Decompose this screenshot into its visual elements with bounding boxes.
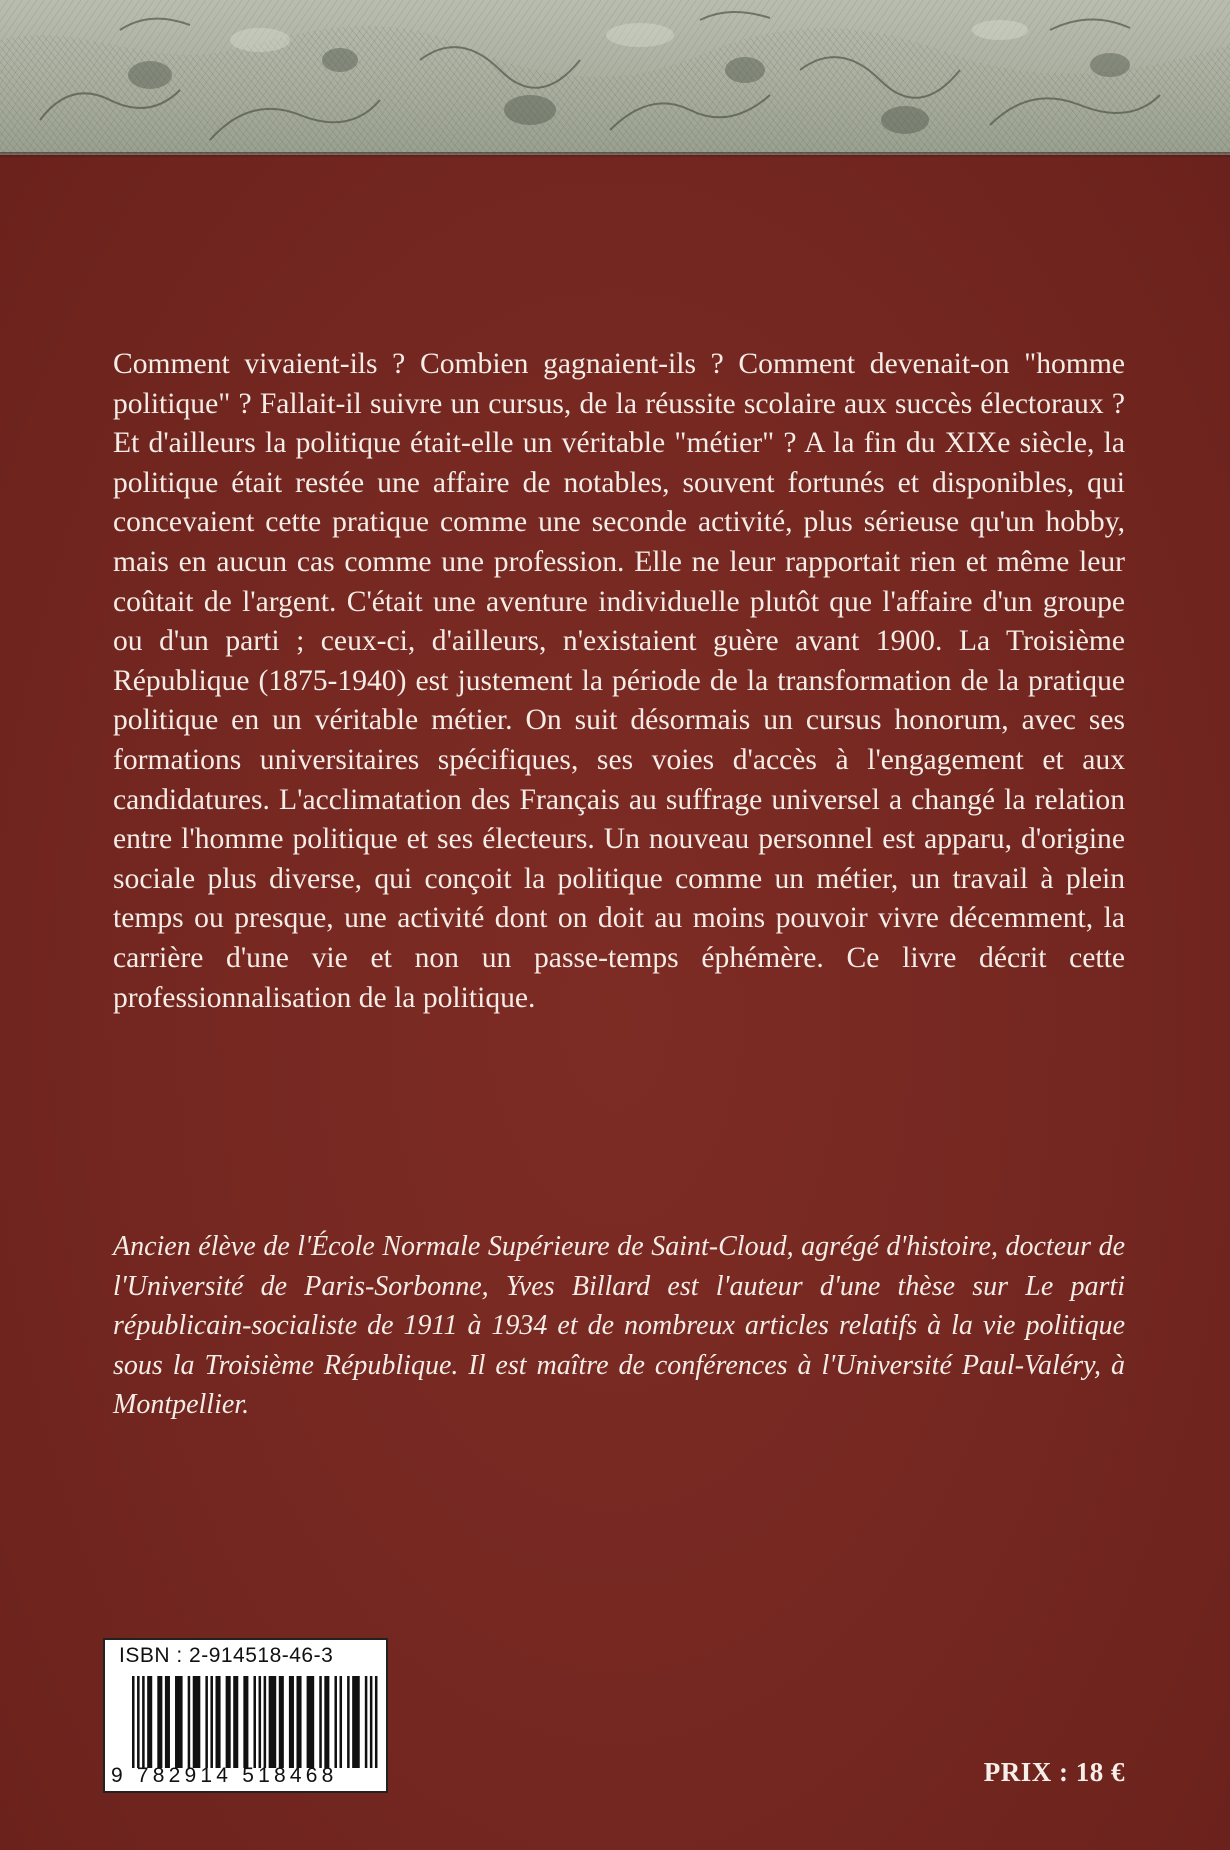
barcode-bars <box>131 1676 381 1768</box>
barcode-bar <box>289 1676 294 1768</box>
author-biography: Ancien élève de l'École Normale Supérieure de Saint-Cloud, agrégé d'histoire, docteur de l'Université de Paris-Sorbonne, Yves Billard est l'auteur d'une thèse sur Le parti républicain-socialiste de 1911 à 1934 et de nombreux articles relatifs à la vie politique sous la Troisième République. Il est maître de conférences à l'Université Paul-Valéry, à Montpellier. <box>113 1231 1125 1420</box>
barcode-bar <box>319 1676 322 1768</box>
barcode-bar <box>370 1676 373 1768</box>
barcode-bar <box>193 1676 201 1768</box>
barcode-bar <box>216 1676 221 1768</box>
engraving-drawing <box>0 0 1230 155</box>
barcode-bar <box>324 1676 329 1768</box>
barcode-bar <box>375 1676 378 1768</box>
engraving-illustration <box>0 0 1230 155</box>
barcode-bar <box>259 1676 262 1768</box>
barcode-bar <box>157 1676 162 1768</box>
barcode-bar <box>243 1676 248 1768</box>
barcode-bar <box>269 1676 277 1768</box>
barcode-bar <box>226 1676 231 1768</box>
price-label: PRIX : 18 € <box>983 1757 1125 1787</box>
barcode-bar <box>175 1676 183 1768</box>
barcode-number: 9 782914 518468 <box>111 1764 338 1787</box>
barcode-bar <box>264 1676 267 1768</box>
barcode-bar <box>132 1676 135 1768</box>
barcode-bar <box>137 1676 140 1768</box>
barcode-bar <box>334 1676 337 1768</box>
barcode-bar <box>347 1676 350 1768</box>
book-blurb: Comment vivaient-ils ? Combien gagnaient-ils ? Comment devenait-on "homme politique" ? Fallait-il suivre un cursus, de la réussite scolaire aux succès électoraux ? Et d'ailleurs la politique était-elle un véritable "métier" ? A la fin du XIXe siècle, la politique était restée une affaire de notables, souvent fortunés et disponibles, qui concevaient cette pratique comme une seconde activité, plus sérieuse qu'un hobby, mais en aucun cas comme une profession. Elle ne leur rapportait rien et même leur coûtait de l'argent. C'était une aventure individuelle plutôt que l'affaire d'un groupe ou d'un parti ; ceux-ci, d'ailleurs, n'existaient guère avant 1900. La Troisième République (1875-1940) est justement la période de la transformation de la pratique politique en un véritable métier. On suit désormais un cursus honorum, avec ses formations universitaires spécifiques, ses voies d'accès à l'engagement et aux candidatures. L'acclimatation des Français au suffrage universel a changé la relation entre l'homme politique et ses électeurs. Un nouveau personnel est apparu, d'origine sociale plus diverse, qui conçoit la politique comme un métier, un travail à plein temps ou presque, une activité dont on doit au moins pouvoir vivre décemment, la carrière d'une vie et non un passe-temps éphémère. Ce livre décrit cette professionnalisation de la politique. <box>113 348 1125 1014</box>
barcode-bar <box>188 1676 191 1768</box>
barcode-bar <box>296 1676 301 1768</box>
barcode-bar <box>210 1676 213 1768</box>
barcode-bar <box>307 1676 315 1768</box>
isbn-barcode <box>103 1638 388 1793</box>
barcode-bar <box>365 1676 368 1768</box>
barcode-bar <box>165 1676 170 1768</box>
barcode-bar <box>340 1676 343 1768</box>
engraving-shadow <box>0 152 1230 158</box>
barcode-bar <box>142 1676 145 1768</box>
barcode-bar <box>205 1676 208 1768</box>
barcode-bar <box>233 1676 238 1768</box>
barcode-bar <box>147 1676 152 1768</box>
barcode-bar <box>279 1676 284 1768</box>
isbn-label: ISBN : 2-914518-46-3 <box>119 1644 334 1667</box>
barcode-bar <box>253 1676 256 1768</box>
barcode-bar <box>352 1676 360 1768</box>
